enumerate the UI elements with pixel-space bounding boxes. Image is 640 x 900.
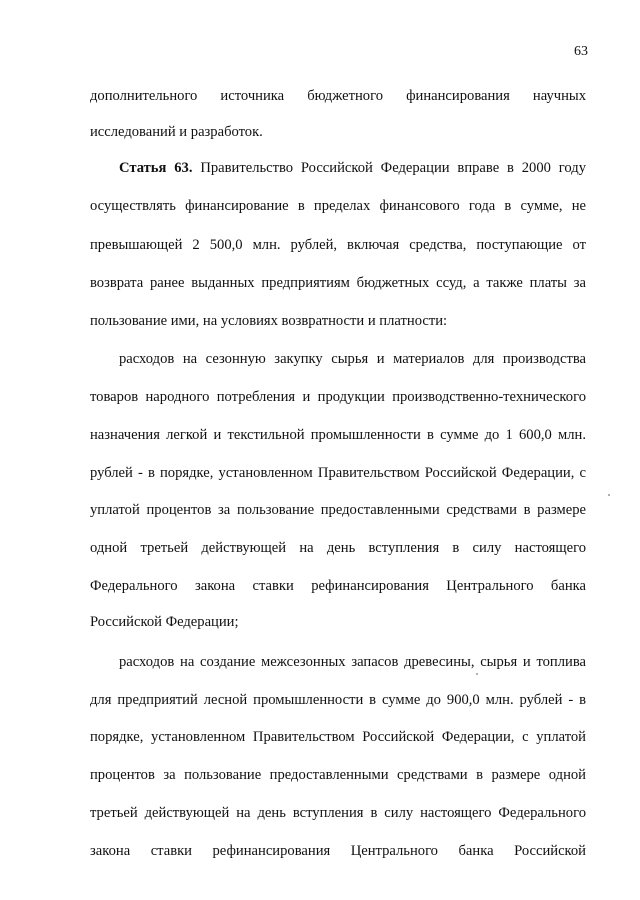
text-line: для предприятий лесной промышленности в сумме до 900,0 млн. рублей - в (90, 692, 586, 708)
text-line: расходов на создание межсезонных запасов древесины, сырья и топлива (119, 654, 586, 670)
text-line: третьей действующей на день вступления в силу настоящего Федерального (90, 805, 586, 821)
text-line: пользование ими, на условиях возвратности и платности: (90, 313, 448, 329)
text-line: рублей - в порядке, установленном Правительством Российской Федерации, с (90, 465, 586, 481)
article-first-line (119, 158, 586, 178)
text-line: уплатой процентов за пользование предоставленными средствами в размере (90, 502, 586, 518)
text-line: дополнительного источника бюджетного финансирования научных (90, 88, 586, 104)
text-line: Российской Федерации; (90, 614, 239, 630)
text-line: Правительство Российской Федерации вправе в 2000 году (200, 160, 586, 176)
text-line: осуществлять финансирование в пределах финансового года в сумме, не (90, 198, 586, 214)
text-line: назначения легкой и текстильной промышленности в сумме до 1 600,0 млн. (90, 427, 586, 443)
scan-speck (608, 494, 610, 496)
text-line: порядке, установленном Правительством Российской Федерации, с уплатой (90, 729, 586, 745)
text-line: Федерального закона ставки рефинансирования Центрального банка (90, 578, 586, 594)
article-heading: Статья 63. (119, 160, 193, 176)
text-line: расходов на сезонную закупку сырья и материалов для производства (119, 351, 586, 367)
page-number: 63 (574, 44, 588, 59)
text-line: процентов за пользование предоставленными средствами в размере одной (90, 767, 586, 783)
text-line: одной третьей действующей на день вступления в силу настоящего (90, 540, 586, 556)
text-line: исследований и разработок. (90, 124, 263, 140)
scan-speck (476, 673, 478, 675)
text-line: превышающей 2 500,0 млн. рублей, включая средства, поступающие от (90, 237, 586, 253)
text-line: возврата ранее выданных предприятиям бюджетных ссуд, а также платы за (90, 275, 586, 291)
text-line: товаров народного потребления и продукции производственно-технического (90, 389, 586, 405)
text-line: закона ставки рефинансирования Центрального банка Российской (90, 843, 586, 859)
